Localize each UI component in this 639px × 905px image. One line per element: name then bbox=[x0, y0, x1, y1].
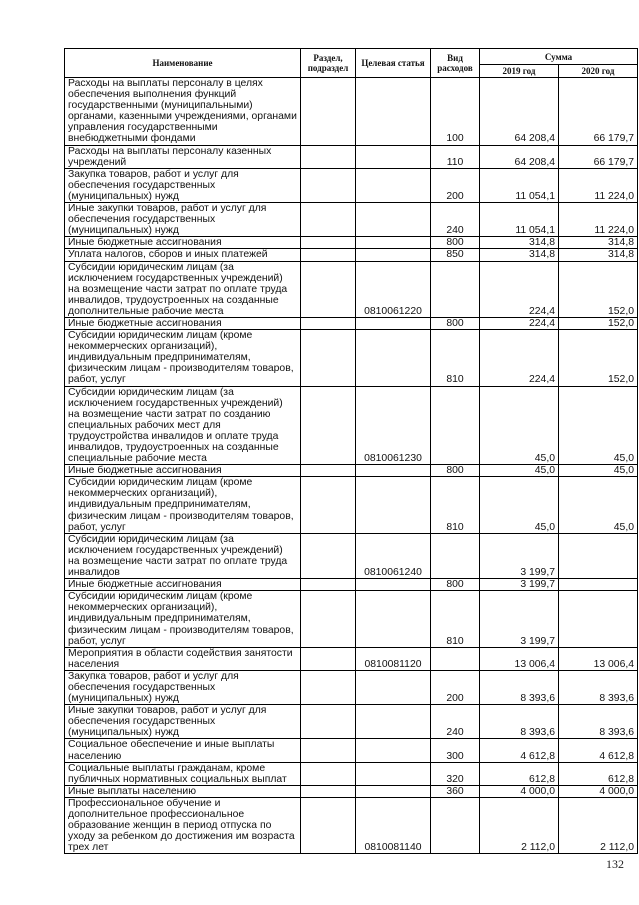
row-section bbox=[301, 317, 356, 329]
row-vid: 240 bbox=[431, 203, 480, 237]
row-sum-2019: 64 208,4 bbox=[480, 78, 559, 146]
table-row bbox=[65, 797, 638, 853]
row-section bbox=[301, 647, 356, 670]
row-vid: 110 bbox=[431, 145, 480, 168]
table-row bbox=[65, 203, 638, 237]
row-target bbox=[356, 785, 431, 797]
row-target bbox=[356, 591, 431, 647]
row-name: Иные закупки товаров, работ и услуг для обеспечения государственных (муниципальных) нужд bbox=[65, 705, 301, 739]
row-name: Уплата налогов, сборов и иных платежей bbox=[65, 249, 301, 261]
row-sum-2020: 13 006,4 bbox=[559, 647, 638, 670]
row-target: 0810081140 bbox=[356, 797, 431, 853]
row-name: Профессиональное обучение и дополнительное профессиональное образование женщин в период отпуска по уходу за ребенком до достижения им возраста трех лет bbox=[65, 797, 301, 853]
row-sum-2019: 224,4 bbox=[480, 317, 559, 329]
row-name: Иные бюджетные ассигнования bbox=[65, 317, 301, 329]
row-sum-2019: 45,0 bbox=[480, 477, 559, 533]
table-row bbox=[65, 739, 638, 762]
table-row bbox=[65, 237, 638, 249]
row-sum-2020: 45,0 bbox=[559, 465, 638, 477]
table-row bbox=[65, 647, 638, 670]
table-row bbox=[65, 785, 638, 797]
row-name: Субсидии юридическим лицам (кроме некоммерческих организаций), индивидуальным предпринимателям, физическим лицам - производителям товаров, работ, услуг bbox=[65, 591, 301, 647]
row-sum-2019: 2 112,0 bbox=[480, 797, 559, 853]
row-section bbox=[301, 533, 356, 578]
row-sum-2020: 152,0 bbox=[559, 330, 638, 386]
row-name: Закупка товаров, работ и услуг для обеспечения государственных (муниципальных) нужд bbox=[65, 670, 301, 704]
row-sum-2019: 314,8 bbox=[480, 237, 559, 249]
table-row bbox=[65, 330, 638, 386]
row-vid: 240 bbox=[431, 705, 480, 739]
row-vid: 810 bbox=[431, 330, 480, 386]
row-target bbox=[356, 78, 431, 146]
row-name: Социальное обеспечение и иные выплаты населению bbox=[65, 739, 301, 762]
row-name: Субсидии юридическим лицам (за исключением государственных учреждений) на возмещение части затрат по оплате труда инвалидов bbox=[65, 533, 301, 578]
row-section bbox=[301, 261, 356, 317]
row-name: Закупка товаров, работ и услуг для обеспечения государственных (муниципальных) нужд bbox=[65, 168, 301, 202]
row-sum-2020: 45,0 bbox=[559, 477, 638, 533]
table-row bbox=[65, 465, 638, 477]
table-row bbox=[65, 762, 638, 785]
row-section bbox=[301, 386, 356, 465]
row-target bbox=[356, 670, 431, 704]
row-vid: 810 bbox=[431, 591, 480, 647]
row-section bbox=[301, 739, 356, 762]
row-sum-2020 bbox=[559, 579, 638, 591]
table-row bbox=[65, 249, 638, 261]
row-vid: 300 bbox=[431, 739, 480, 762]
table-row bbox=[65, 477, 638, 533]
row-name: Субсидии юридическим лицам (за исключением государственных учреждений) на возмещение части затрат по созданию специальных рабочих мест для трудоустройства инвалидов и оплате труда инвалидов, трудоустроенных на созданные специальные рабочие места bbox=[65, 386, 301, 465]
row-target bbox=[356, 739, 431, 762]
row-target bbox=[356, 203, 431, 237]
header-2019: 2019 год bbox=[480, 65, 559, 78]
table-row bbox=[65, 670, 638, 704]
row-sum-2020: 66 179,7 bbox=[559, 78, 638, 146]
row-section bbox=[301, 237, 356, 249]
row-name: Иные выплаты населению bbox=[65, 785, 301, 797]
row-section bbox=[301, 330, 356, 386]
row-sum-2019: 64 208,4 bbox=[480, 145, 559, 168]
row-section bbox=[301, 762, 356, 785]
row-target bbox=[356, 249, 431, 261]
table-row bbox=[65, 261, 638, 317]
row-sum-2019: 45,0 bbox=[480, 386, 559, 465]
row-vid: 800 bbox=[431, 579, 480, 591]
row-section bbox=[301, 145, 356, 168]
table-row bbox=[65, 533, 638, 578]
row-sum-2020: 2 112,0 bbox=[559, 797, 638, 853]
row-sum-2019: 3 199,7 bbox=[480, 591, 559, 647]
row-sum-2020: 66 179,7 bbox=[559, 145, 638, 168]
row-vid: 850 bbox=[431, 249, 480, 261]
row-sum-2019: 4 612,8 bbox=[480, 739, 559, 762]
row-target bbox=[356, 579, 431, 591]
table-row bbox=[65, 168, 638, 202]
table-body bbox=[65, 78, 638, 854]
row-vid bbox=[431, 647, 480, 670]
row-target bbox=[356, 705, 431, 739]
row-sum-2019: 8 393,6 bbox=[480, 705, 559, 739]
row-sum-2019: 8 393,6 bbox=[480, 670, 559, 704]
row-sum-2020: 4 000,0 bbox=[559, 785, 638, 797]
row-sum-2020: 4 612,8 bbox=[559, 739, 638, 762]
row-sum-2019: 3 199,7 bbox=[480, 533, 559, 578]
row-target bbox=[356, 145, 431, 168]
row-vid: 100 bbox=[431, 78, 480, 146]
row-target: 0810081120 bbox=[356, 647, 431, 670]
row-section bbox=[301, 785, 356, 797]
row-sum-2019: 45,0 bbox=[480, 465, 559, 477]
row-target: 0810061220 bbox=[356, 261, 431, 317]
row-target: 0810061230 bbox=[356, 386, 431, 465]
row-sum-2020: 11 224,0 bbox=[559, 203, 638, 237]
header-vid: Вид расходов bbox=[431, 49, 480, 78]
header-sum: Сумма bbox=[480, 49, 638, 65]
row-name: Расходы на выплаты персоналу казенных учреждений bbox=[65, 145, 301, 168]
header-name: Наименование bbox=[65, 49, 301, 78]
row-vid bbox=[431, 533, 480, 578]
row-sum-2019: 13 006,4 bbox=[480, 647, 559, 670]
row-section bbox=[301, 168, 356, 202]
row-name: Иные бюджетные ассигнования bbox=[65, 237, 301, 249]
row-sum-2019: 4 000,0 bbox=[480, 785, 559, 797]
row-name: Социальные выплаты гражданам, кроме публичных нормативных социальных выплат bbox=[65, 762, 301, 785]
budget-table bbox=[64, 48, 638, 854]
row-target: 0810061240 bbox=[356, 533, 431, 578]
row-target bbox=[356, 317, 431, 329]
row-section bbox=[301, 579, 356, 591]
row-sum-2020: 314,8 bbox=[559, 249, 638, 261]
row-vid: 800 bbox=[431, 465, 480, 477]
row-section bbox=[301, 705, 356, 739]
row-target bbox=[356, 237, 431, 249]
table-row bbox=[65, 78, 638, 146]
row-vid bbox=[431, 386, 480, 465]
row-sum-2020: 11 224,0 bbox=[559, 168, 638, 202]
row-vid: 360 bbox=[431, 785, 480, 797]
row-name: Субсидии юридическим лицам (кроме некоммерческих организаций), индивидуальным предпринимателям, физическим лицам - производителям товаров, работ, услуг bbox=[65, 477, 301, 533]
table-row bbox=[65, 145, 638, 168]
header-2020: 2020 год bbox=[559, 65, 638, 78]
row-sum-2020 bbox=[559, 533, 638, 578]
row-vid: 200 bbox=[431, 670, 480, 704]
row-sum-2019: 3 199,7 bbox=[480, 579, 559, 591]
row-sum-2019: 11 054,1 bbox=[480, 168, 559, 202]
row-sum-2019: 11 054,1 bbox=[480, 203, 559, 237]
row-sum-2020: 152,0 bbox=[559, 261, 638, 317]
table-header bbox=[65, 49, 638, 78]
row-name: Иные закупки товаров, работ и услуг для обеспечения государственных (муниципальных) нужд bbox=[65, 203, 301, 237]
row-name: Мероприятия в области содействия занятости населения bbox=[65, 647, 301, 670]
table-row bbox=[65, 317, 638, 329]
row-sum-2020: 8 393,6 bbox=[559, 670, 638, 704]
row-sum-2019: 612,8 bbox=[480, 762, 559, 785]
row-section bbox=[301, 78, 356, 146]
row-sum-2019: 314,8 bbox=[480, 249, 559, 261]
table-row bbox=[65, 591, 638, 647]
row-vid: 200 bbox=[431, 168, 480, 202]
row-name: Расходы на выплаты персоналу в целях обеспечения выполнения функций государственными (муниципальными) органами, казенными учреждениями, органами управления государственными внебюджетными фондами bbox=[65, 78, 301, 146]
row-target bbox=[356, 168, 431, 202]
row-name: Иные бюджетные ассигнования bbox=[65, 465, 301, 477]
row-section bbox=[301, 465, 356, 477]
row-sum-2019: 224,4 bbox=[480, 330, 559, 386]
row-sum-2019: 224,4 bbox=[480, 261, 559, 317]
row-target bbox=[356, 762, 431, 785]
header-target: Целевая статья bbox=[356, 49, 431, 78]
row-vid bbox=[431, 261, 480, 317]
header-section: Раздел, подраздел bbox=[301, 49, 356, 78]
row-vid: 810 bbox=[431, 477, 480, 533]
row-sum-2020: 152,0 bbox=[559, 317, 638, 329]
row-section bbox=[301, 797, 356, 853]
row-target bbox=[356, 477, 431, 533]
row-target bbox=[356, 465, 431, 477]
table-row bbox=[65, 386, 638, 465]
row-vid: 320 bbox=[431, 762, 480, 785]
row-sum-2020 bbox=[559, 591, 638, 647]
row-sum-2020: 8 393,6 bbox=[559, 705, 638, 739]
row-name: Иные бюджетные ассигнования bbox=[65, 579, 301, 591]
row-target bbox=[356, 330, 431, 386]
table-row bbox=[65, 579, 638, 591]
row-section bbox=[301, 670, 356, 704]
row-vid: 800 bbox=[431, 237, 480, 249]
row-name: Субсидии юридическим лицам (за исключением государственных учреждений) на возмещение части затрат по оплате труда инвалидов, трудоустроенных на созданные дополнительные рабочие места bbox=[65, 261, 301, 317]
row-section bbox=[301, 477, 356, 533]
row-vid: 800 bbox=[431, 317, 480, 329]
row-section bbox=[301, 203, 356, 237]
row-vid bbox=[431, 797, 480, 853]
row-section bbox=[301, 249, 356, 261]
budget-table-page bbox=[64, 48, 638, 854]
row-sum-2020: 314,8 bbox=[559, 237, 638, 249]
page-number: 132 bbox=[606, 857, 624, 871]
row-section bbox=[301, 591, 356, 647]
table-row bbox=[65, 705, 638, 739]
row-sum-2020: 612,8 bbox=[559, 762, 638, 785]
row-name: Субсидии юридическим лицам (кроме некоммерческих организаций), индивидуальным предпринимателям, физическим лицам - производителям товаров, работ, услуг bbox=[65, 330, 301, 386]
row-sum-2020: 45,0 bbox=[559, 386, 638, 465]
